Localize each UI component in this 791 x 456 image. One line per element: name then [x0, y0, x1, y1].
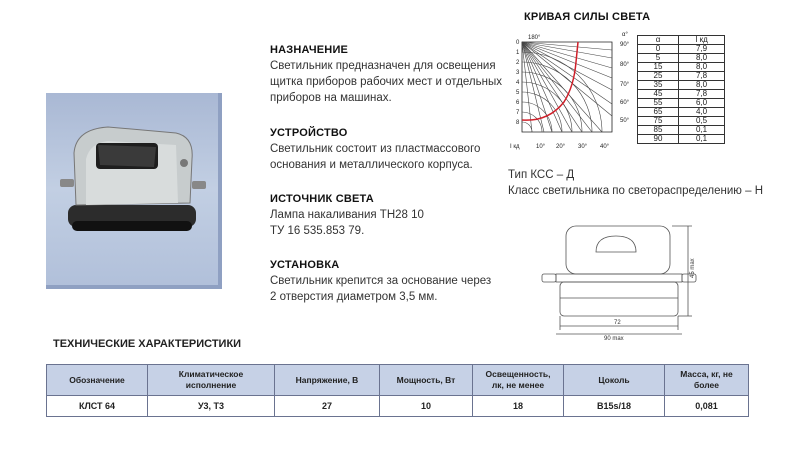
table-cell: 27	[275, 396, 380, 417]
height-dimension: 45 max	[690, 258, 696, 278]
angle-label: 80°	[620, 62, 630, 68]
bottom-label: I кд	[510, 144, 520, 150]
table-cell: 0,5	[679, 117, 725, 126]
text-line: Светильник крепится за основание через	[270, 275, 492, 287]
header-mass	[665, 365, 749, 396]
table-row	[638, 126, 725, 135]
table-cell: 55	[638, 99, 679, 108]
header-voltage	[275, 365, 380, 396]
tech-title: ТЕХНИЧЕСКИЕ ХАРАКТЕРИСТИКИ	[53, 338, 242, 350]
text-line: 2 отверстия диаметром 3,5 мм.	[270, 291, 438, 303]
text-line: Светильник предназначен для освещения	[270, 60, 496, 72]
table-cell: 75	[638, 117, 679, 126]
text-line: Лампа накаливания ТН28 10	[270, 209, 424, 221]
section-purpose	[270, 44, 502, 106]
section-title: УСТРОЙСТВО	[270, 127, 348, 139]
header-text: Обозначение	[69, 374, 125, 385]
table-row	[47, 396, 749, 417]
table-cell: 7,9	[679, 45, 725, 54]
header-text: Освещенность,	[485, 369, 551, 379]
table-cell: 45	[638, 90, 679, 99]
table-row	[638, 72, 725, 81]
technical-drawing	[536, 222, 706, 342]
text-line: Светильник состоит из пластмассового	[270, 143, 481, 155]
scale-label: 4	[516, 80, 520, 86]
header-designation	[47, 365, 148, 396]
header-climate	[148, 365, 275, 396]
table-cell: 18	[473, 396, 564, 417]
table-cell: 85	[638, 126, 679, 135]
product-photo-frame	[46, 93, 222, 289]
header-socket	[564, 365, 665, 396]
table-row	[638, 36, 725, 45]
section-source	[270, 193, 424, 239]
table-cell: У3, Т3	[148, 396, 275, 417]
table-cell: 5	[638, 54, 679, 63]
header-text: исполнение	[185, 380, 237, 390]
top-angle-label: 180°	[528, 35, 541, 41]
scale-label: 8	[516, 120, 520, 126]
bottom-label: 20°	[556, 144, 566, 150]
scale-label: 5	[516, 90, 520, 96]
table-cell: 15	[638, 63, 679, 72]
max-width-dimension: 90 max	[604, 336, 624, 342]
header-text: Напряжение, В	[295, 374, 359, 385]
table-cell: 25	[638, 72, 679, 81]
table-cell: КЛСТ 64	[47, 396, 148, 417]
curve-title: КРИВАЯ СИЛЫ СВЕТА	[524, 11, 651, 23]
text-line: приборов на машинах.	[270, 92, 392, 104]
angle-label: 70°	[620, 82, 630, 88]
angle-label: 50°	[620, 118, 630, 124]
table-cell: 7,8	[679, 72, 725, 81]
section-design	[270, 127, 480, 173]
tech-table	[46, 364, 749, 417]
table-cell: 0,1	[679, 126, 725, 135]
section-title: НАЗНАЧЕНИЕ	[270, 44, 349, 56]
table-cell: B15s/18	[564, 396, 665, 417]
table-row	[638, 90, 725, 99]
table-cell: 0,1	[679, 135, 725, 144]
header-text: Масса, кг, не более	[680, 369, 733, 390]
bottom-label: 40°	[600, 144, 610, 150]
text-line: основания и металлического корпуса.	[270, 159, 473, 171]
table-cell: 6,0	[679, 99, 725, 108]
table-row	[638, 99, 725, 108]
table-row	[638, 45, 725, 54]
table-header-cell: α	[638, 36, 679, 45]
table-row	[638, 81, 725, 90]
text-line: щитка приборов рабочих мест и отдельных	[270, 76, 502, 88]
table-row	[638, 135, 725, 144]
scale-label: 6	[516, 100, 520, 106]
table-row	[638, 63, 725, 72]
scale-label: 3	[516, 70, 520, 76]
table-cell: 35	[638, 81, 679, 90]
table-row	[638, 117, 725, 126]
section-title: УСТАНОВКА	[270, 259, 340, 271]
table-cell: 90	[638, 135, 679, 144]
polar-diagram	[508, 30, 638, 154]
header-power	[380, 365, 473, 396]
angle-label: 90°	[620, 42, 630, 48]
scale-label: 1	[516, 50, 520, 56]
table-header-row	[47, 365, 749, 396]
table-header-cell: I кд	[679, 36, 725, 45]
section-mounting	[270, 259, 491, 305]
text-line: ТУ 16 535.853 79.	[270, 225, 365, 237]
bottom-label: 10°	[536, 144, 546, 150]
header-text: Мощность, Вт	[396, 374, 456, 385]
curve-class-line: Класс светильника по светораспределению – Н	[508, 185, 764, 197]
table-cell: 8,0	[679, 81, 725, 90]
bottom-label: 30°	[578, 144, 588, 150]
scale-label: 0	[516, 40, 520, 46]
table-row	[638, 54, 725, 63]
header-text: лк, не менее	[491, 380, 545, 390]
table-cell: 0	[638, 45, 679, 54]
scale-label: 2	[516, 60, 520, 66]
table-cell: 0,081	[665, 396, 749, 417]
table-cell: 7,8	[679, 90, 725, 99]
intensity-table	[637, 35, 725, 144]
table-row	[638, 108, 725, 117]
header-text: Цоколь	[598, 374, 630, 385]
header-illuminance	[473, 365, 564, 396]
lamp-photo-image	[46, 93, 218, 285]
width-dimension: 72	[614, 320, 621, 326]
table-cell: 8,0	[679, 63, 725, 72]
curve-type-line: Тип КСС – Д	[508, 169, 575, 181]
section-title: ИСТОЧНИК СВЕТА	[270, 193, 374, 205]
table-cell: 10	[380, 396, 473, 417]
scale-label: 7	[516, 110, 520, 116]
table-cell: 8,0	[679, 54, 725, 63]
angle-label: α°	[622, 32, 628, 38]
angle-label: 60°	[620, 100, 630, 106]
table-cell: 65	[638, 108, 679, 117]
header-text: Климатическое	[178, 369, 244, 379]
table-cell: 4,0	[679, 108, 725, 117]
